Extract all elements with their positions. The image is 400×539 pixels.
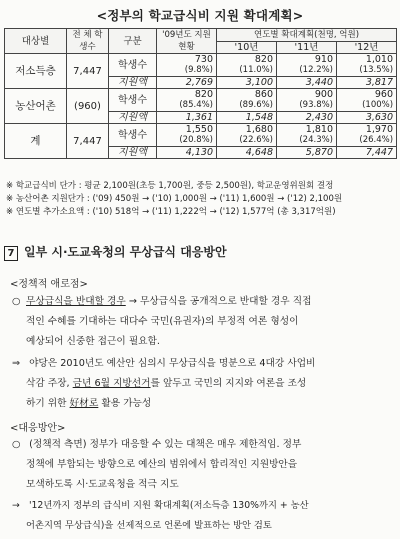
cell-value: 3,630 [337, 112, 397, 124]
cell-value: 7,447 [337, 147, 397, 159]
paragraph-measure-2: → '12년까지 정부의 급식비 지원 확대계획(저소득층 130%까지 + 농산 어촌지역 무상급식)을 선제적으로 언론에 발표하는 방안 검토 [12, 500, 309, 531]
row-sub-label: 학생수 [109, 124, 157, 147]
paragraph-measure-1: ○ (정책적 측면) 정부가 대응할 수 있는 대책은 매우 제한적임. 정부 정책에 부합되는 방향으로 예산의 범위에서 합리적인 지원방안을 모색하도록 시·도교육청을 적극 지도 [12, 439, 302, 490]
header-students: 전 체 학생수 [67, 29, 109, 54]
section-number-box: 7 [4, 246, 18, 261]
paragraph-difficulty-2: ⇒ 야당은 2010년도 예산안 심의시 무상급식을 명분으로 4대강 사업비 삭감 주장, 금년 6월 지방선거를 앞두고 국민의 지지와 여론을 조성 하기 위한 好材로 활용 가능성 [12, 358, 316, 409]
cell-value: 820 (85.4%) [157, 89, 217, 112]
paragraph-difficulty-1: ○ 무상급식을 반대할 경우 → 무상급식을 공개적으로 반대할 경우 직접 적인 수혜를 기대하는 대다수 국민(유권자)의 부정적 여론 형성이 예상되어 신중한 접근이 필요함. [12, 296, 312, 347]
header-2011: '11년 [277, 42, 337, 54]
cell-value: 3,100 [217, 77, 277, 89]
row-sub-label: 지원액 [109, 77, 157, 89]
note-additional-cost: ※ 연도별 추가소요액 : ('10) 518억 → ('11) 1,222억 → ('12) 1,577억 (총 3,317억원) [6, 207, 336, 217]
row-total-students: 7,447 [67, 124, 109, 159]
row-group-label: 농산어촌 [5, 89, 67, 124]
row-sub-label: 학생수 [109, 54, 157, 77]
underlined-phrase: 好材로 [69, 398, 99, 409]
note-meal-price: ※ 학교급식비 단가 : 평균 2,100원(초등 1,700원, 중등 2,500원), 학교운영위원회 결정 [6, 181, 334, 191]
cell-value: 5,870 [277, 147, 337, 159]
cell-value: 1,810 (24.3%) [277, 124, 337, 147]
cell-value: 900 (93.8%) [277, 89, 337, 112]
cell-value: 1,680 (22.6%) [217, 124, 277, 147]
row-total-students: (960) [67, 89, 109, 124]
cell-value: 1,550 (20.8%) [157, 124, 217, 147]
table-notes [6, 180, 396, 219]
header-yearly-plan: 연도별 확대계획(천명, 억원) [217, 29, 397, 42]
cell-value: 1,010 (13.5%) [337, 54, 397, 77]
cell-value: 910 (12.2%) [277, 54, 337, 77]
row-sub-label: 지원액 [109, 147, 157, 159]
cell-value: 1,361 [157, 112, 217, 124]
header-2012: '12년 [337, 42, 397, 54]
cell-value: 820 (11.0%) [217, 54, 277, 77]
section-title: 일부 시·도교육청의 무상급식 대응방안 [24, 245, 227, 259]
header-2009: '09년도 지원현황 [157, 29, 217, 54]
cell-value: 4,130 [157, 147, 217, 159]
support-plan-table [4, 28, 397, 159]
cell-value: 3,440 [277, 77, 337, 89]
cell-value: 2,430 [277, 112, 337, 124]
table-row [5, 89, 397, 112]
subheading-difficulties: <정책적 애로점> [10, 279, 88, 290]
note-rural-price: ※ 농산어촌 지원단가 : ('09) 450원 → ('10) 1,000원 → ('11) 1,600원 → ('12) 2,100원 [6, 194, 343, 204]
row-total-students: 7,447 [67, 54, 109, 89]
header-target: 대상별 [5, 29, 67, 54]
subheading-measures: <대응방안> [10, 423, 66, 434]
cell-value: 730 (9.8%) [157, 54, 217, 77]
row-sub-label: 지원액 [109, 112, 157, 124]
document-title: <정부의 학교급식비 지원 확대계획> [96, 8, 304, 23]
table-row [5, 124, 397, 147]
underlined-phrase: 금년 6월 지방선거 [72, 378, 151, 389]
cell-value: 1,970 (26.4%) [337, 124, 397, 147]
cell-value: 960 (100%) [337, 89, 397, 112]
cell-value: 1,548 [217, 112, 277, 124]
header-category: 구분 [109, 29, 157, 54]
row-group-label: 계 [5, 124, 67, 159]
section-heading [4, 243, 396, 261]
cell-value: 3,817 [337, 77, 397, 89]
cell-value: 4,648 [217, 147, 277, 159]
row-group-label: 저소득층 [5, 54, 67, 89]
row-sub-label: 학생수 [109, 89, 157, 112]
cell-value: 860 (89.6%) [217, 89, 277, 112]
underlined-phrase: 무상급식을 반대할 경우 [26, 296, 126, 307]
table-row [5, 54, 397, 77]
table-header-row [5, 29, 397, 42]
cell-value: 2,769 [157, 77, 217, 89]
header-2010: '10년 [217, 42, 277, 54]
